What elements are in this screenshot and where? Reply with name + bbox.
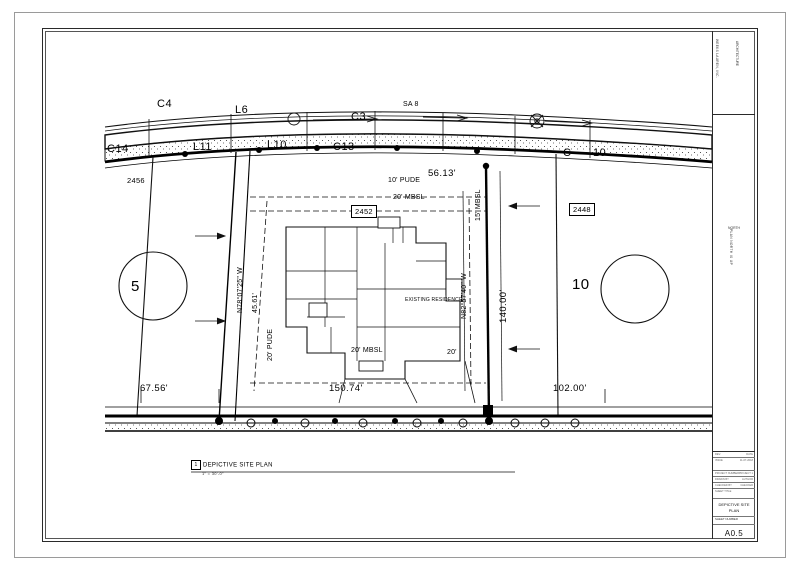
- title-block: [712, 31, 755, 539]
- dimension-bottom-left: 67.56': [140, 383, 168, 394]
- title-block-row-value: DATE: [746, 452, 753, 456]
- setback-10-pude: 10' PUDE: [388, 177, 421, 184]
- street-label: SA 8: [403, 101, 419, 108]
- line-label-l6: L6: [235, 104, 249, 116]
- title-block-lower: [713, 451, 755, 539]
- address-box-2448: 2448: [569, 203, 595, 216]
- sheet-title-label: SHEET TITLE: [715, 489, 732, 493]
- plan-title-scale: 1" = 30'-0": [202, 471, 224, 476]
- curve-label-c13: C13: [333, 141, 355, 153]
- title-block-row-label: CHECKED BY: [715, 483, 732, 487]
- dimension-bottom-center: 150.74': [329, 383, 363, 394]
- curve-label-c3: C3: [351, 111, 367, 123]
- site-plan-drawing: [45, 31, 712, 539]
- plan-title-block: [191, 460, 273, 476]
- curve-label-c-right-1: C: [563, 147, 572, 159]
- title-block-row-value: CHECKER: [740, 483, 753, 487]
- firm-name: WEEKS LAUREN, INC.: [715, 39, 719, 78]
- lot-label-5: 5: [131, 278, 140, 295]
- title-block-firm: [713, 31, 755, 115]
- setback-15-mbsl-right: 15' MBSL: [475, 189, 482, 221]
- distance-top-right: 56.13': [428, 168, 456, 179]
- address-label-2456: 2456: [127, 176, 145, 185]
- title-block-row-value: 11-07-2018: [739, 458, 753, 462]
- title-block-row-label: PROJECT NUMBER: [715, 471, 740, 475]
- setback-20-mbsl-top: 20' MBSL: [393, 194, 425, 201]
- title-block-row-issue: [713, 458, 755, 471]
- curve-label-c4: C4: [157, 98, 173, 110]
- title-block-row-value: AUTHOR: [742, 477, 753, 481]
- title-block-row-label: DRAWN BY: [715, 477, 729, 481]
- bearing-left: N78°07'25" W: [237, 267, 244, 313]
- house-note: EXISTING RESIDENCE: [405, 297, 463, 303]
- firm-discipline: ARCHITECTURE: [735, 41, 739, 66]
- line-label-l11: L11: [193, 141, 213, 153]
- title-block-sheet-title-label-row: [713, 489, 755, 499]
- sheet-number: A0.5: [724, 529, 744, 538]
- setback-20-right: 20': [447, 349, 457, 356]
- sheet-number-label: SHEET NUMBER: [713, 517, 755, 525]
- curve-label-c-right-2: 10: [593, 147, 607, 159]
- title-block-row-label: REV.: [715, 452, 721, 456]
- north-label: NORTH: [728, 226, 740, 230]
- setback-20-mbsl-bottom: 20' MBSL: [351, 347, 383, 354]
- address-box-2452: 2452: [351, 205, 377, 218]
- lot-label-10: 10: [572, 276, 590, 293]
- curve-label-c14: C14: [107, 143, 129, 155]
- distance-right-vertical: 140.00': [498, 289, 509, 323]
- line-label-l10: L10: [267, 139, 287, 151]
- bearing-right: N82°57'40" W: [461, 273, 468, 319]
- setback-20-pude-left: 20' PUDE: [267, 328, 274, 361]
- north-note: PLAN NORTH IS UP: [729, 229, 733, 266]
- distance-left: 45.61': [252, 292, 259, 313]
- dimension-bottom-right: 102.00': [553, 383, 587, 394]
- plan-title-name: DEPICTIVE SITE PLAN: [203, 462, 273, 469]
- plan-title-number: 1: [191, 460, 201, 470]
- site-plan-vector: [45, 31, 712, 539]
- title-block-row-value: PROJECT 1: [738, 471, 753, 475]
- sheet-title: DEPICTIVE SITE PLAN: [713, 499, 755, 517]
- title-block-row-label: ISSUE: [715, 458, 723, 462]
